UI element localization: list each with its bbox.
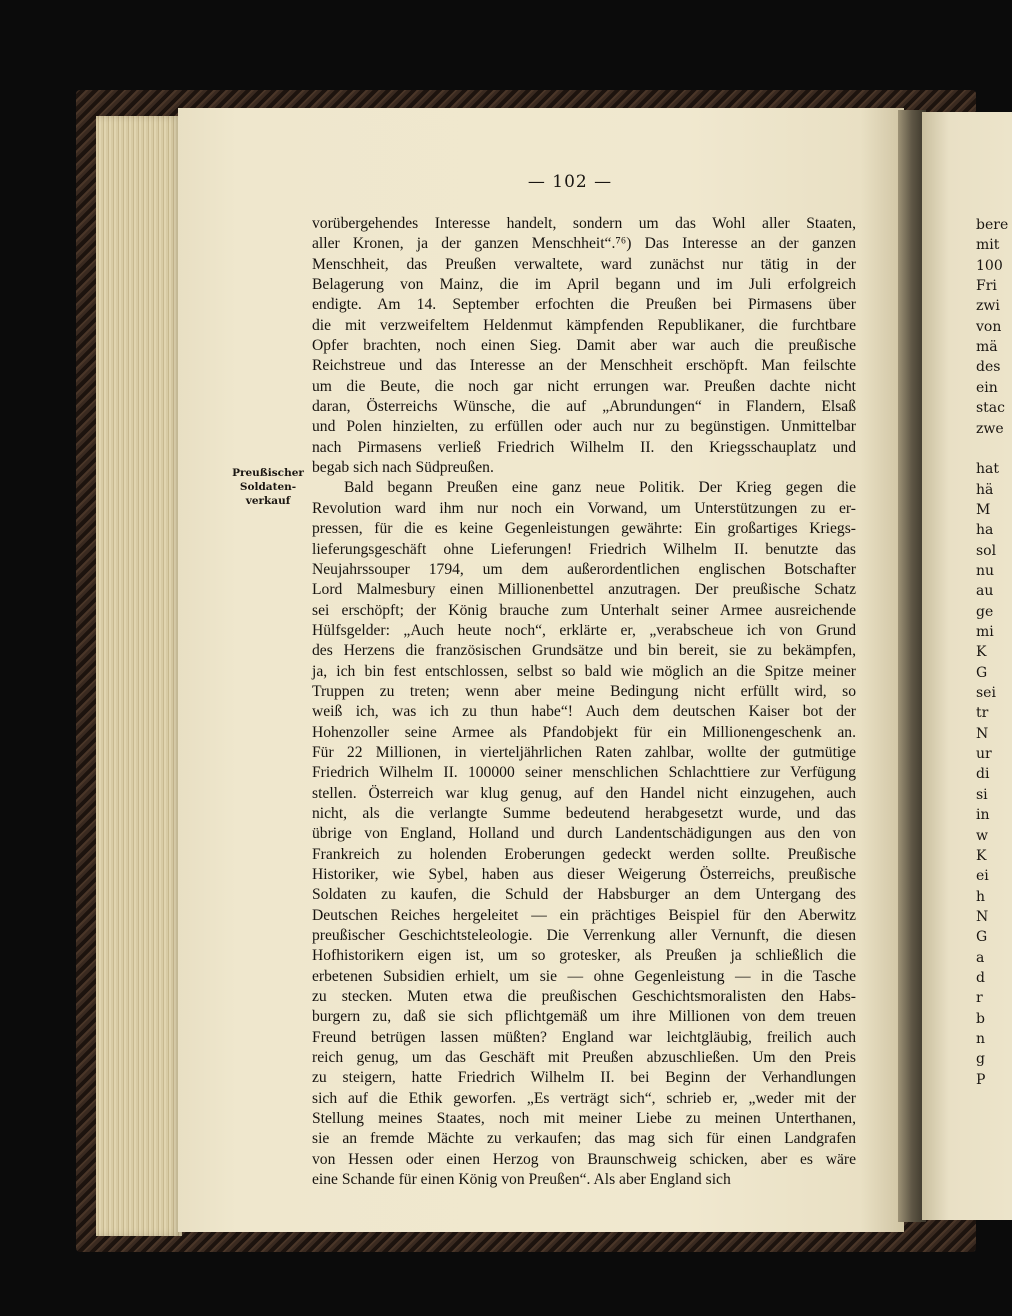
text-line: burgern zu, daß sie sich pflichtgemäß um ihre Millionen von dem treuen [312,1008,856,1026]
text-line: Soldaten zu kaufen, die Schuld der Habsburger an dem Untergang des [312,886,856,904]
text-line: und Polen hinzielten, zu erfüllen oder auch nur zu begünstigen. Unmittelbar [312,418,856,436]
text-line: zu stecken. Muten etwa die preußischen Geschichtsmoralisten den Habs- [312,988,856,1006]
text-line: Historiker, wie Sybel, haben aus dieser Weigerung Österreichs, preußische [312,866,856,883]
next-page-line-fragment: K [976,644,987,661]
next-page-line-fragment: w [976,827,988,844]
margin-note-line: Soldaten- [239,481,297,493]
text-line: Stellung meines Staates, noch mit meiner Liebe zu meinen Unterthanen, [312,1110,856,1128]
text-line: Freund betrügen lassen müßten? England war leichtgläubig, freilich auch [312,1028,856,1046]
text-line: sei erschöpft; der König brauche zum Unterhalt seiner Armee ausreichende [312,601,856,619]
next-page-line-fragment: nu [976,562,995,579]
next-page-line-fragment: n [976,1031,986,1047]
text-line: daran, Österreichs Wünsche, die auf „Abrundungen“ in Flandern, Elsaß [312,398,856,416]
next-page-line-fragment: si [976,786,988,803]
text-line: Belagerung von Mainz, die im April begann und im Juli erfolgreich [312,276,856,294]
next-page-line-fragment: di [976,766,990,783]
next-page-line-fragment: mit [976,237,1000,254]
text-line: Bald begann Preußen eine ganz neue Politik. Der Krieg gegen die [344,479,856,497]
next-page-line-fragment: von [976,318,1002,335]
text-line: Für 22 Millionen, in vierteljährlichen Raten zahlbar, wollte der gutmütige [312,743,856,761]
text-line: eine Schande für einen König von Preußen“. Als aber England sich [312,1171,731,1189]
next-page-line-fragment: mä [976,339,998,356]
text-line: Friedrich Wilhelm II. 100000 seiner menschlichen Schlachttiere zur Verfügung [312,764,856,782]
right-page-fragment [922,112,1012,1220]
text-line: preußischer Geschichtsteleologie. Die Verrenkung aller Vernunft, die diesen [312,927,856,945]
next-page-line-fragment: sei [976,685,996,702]
next-page-line-fragment: K [976,847,987,864]
next-page-line-fragment: ge [976,603,994,620]
next-page-line-fragment: Fri [976,278,997,295]
next-page-line-fragment: h [976,888,986,905]
text-line: von Hessen oder einen Herzog von Braunschweig schicken, aber es wäre [312,1150,856,1168]
next-page-line-fragment: a [976,949,985,966]
next-page-line-fragment: ein [976,379,998,396]
text-line: weiß ich, was ich zu thun habe“! Auch dem deutschen Kaiser bot der [312,703,856,721]
body-text [312,214,856,1191]
text-line: lieferungsgeschäft ohne Lieferungen! Friedrich Wilhelm II. benutzte das [312,540,856,558]
text-line: endigte. Am 14. September erfochten die Preußen bei Pirmasens über [312,296,856,314]
margin-note-line: Preußischer [232,467,304,479]
text-line: Hülfsgelder: „Auch heute noch“, erklärte er, „verabscheue ich von Grund [312,621,856,639]
next-page-line-fragment: tr [976,705,989,722]
next-page-line-fragment: hä [976,481,994,498]
page-number: — 102 — [527,172,613,192]
text-line: reich genug, um das Geschäft mit Preußen abzuschließen. Um den Preis [312,1049,856,1067]
next-page-line-fragment: ur [976,746,992,763]
next-page-line-fragment: 100 [976,257,1003,274]
text-line: des Herzens die französischen Grundsätze und bin bereit, sie zu bekämpfen, [312,642,856,660]
text-line: ja, ich bin fest entschlossen, selbst so bald wie möglich an die Spitze meiner [312,662,856,680]
text-line: nach Pirmasens verließ Friedrich Wilhelm II. den Kriegsschauplatz und [312,438,856,456]
text-line: Neujahrssouper 1794, um dem außerordentlichen englischen Botschafter [312,560,856,578]
next-page-line-fragment: ha [976,522,994,539]
text-line: Hohenzoller seine Armee als Pfandobjekt für ein Millionengeschenk an. [312,723,856,741]
next-page-line-fragment: r [976,990,983,1007]
text-line: Hofhistorikern eigen ist, um so grotesker, als Preußen ja schließlich die [312,947,856,965]
text-line: Deutschen Reiches hergeleitet — ein prächtiges Beispiel für den Aberwitz [312,906,856,924]
text-line: um die Beute, die noch gar nicht errungen war. Preußen dachte nicht [312,377,856,395]
margin-note-line: verkauf [245,495,291,507]
text-line: begab sich nach Südpreußen. [312,459,494,477]
next-page-line-fragment: N [976,725,989,742]
text-line: sie an fremde Mächte zu verkaufen; das mag sich für einen Landgrafen [312,1130,856,1148]
text-line: Menschheit, das Preußen verwaltete, ward zunächst nur tätig in der [312,255,856,273]
next-page-line-fragment: b [976,1010,985,1027]
text-line: aller Kronen, ja der ganzen Menschheit“.⁷⁶) Das Interesse an der ganzen [312,235,856,253]
next-page-line-fragment: M [976,501,991,518]
next-page-line-fragment: d [976,969,985,986]
next-page-line-fragment: bere [976,217,1009,233]
next-page-line-fragment: mi [976,624,994,640]
next-page-line-fragment: G [976,664,988,681]
text-line: erbetenen Subsidien erhielt, um sie — ohne Gegenleistung — in die Tasche [312,967,856,985]
next-page-line-fragment: ei [976,868,989,885]
next-page-line-fragment: au [976,583,994,600]
text-line: die mit verzweifeltem Heldenmut kämpfenden Republikaner, die furchtbare [312,316,856,334]
next-page-line-fragment: P [976,1071,986,1088]
margin-note [228,466,308,508]
next-page-line-fragment: stac [976,400,1005,417]
text-line: Lord Malmesbury einen Millionenbettel anzutragen. Der preußische Schatz [312,581,856,599]
next-page-line-fragment: N [976,908,989,925]
next-page-line-fragment: hat [976,461,999,478]
text-line: stellen. Österreich war klug genug, auf den Handel nicht einzugehen, auch [312,784,856,802]
next-page-line-fragment: g [976,1051,985,1068]
text-line: Frankreich zu holenden Eroberungen gedeckt werden sollte. Preußische [312,845,856,863]
text-line: Reichstreue und das Interesse an der Menschheit erschöpft. Man feilschte [312,357,856,375]
text-line: zu steigern, hatte Friedrich Wilhelm II. bei Beginn der Verhandlungen [312,1069,856,1087]
next-page-line-fragment: zwe [976,420,1004,437]
next-page-line-fragment: sol [976,542,997,559]
text-line: vorübergehendes Interesse handelt, sondern um das Wohl aller Staaten, [312,215,856,232]
text-line: Opfer brachten, noch einen Sieg. Damit aber war auch die preußische [312,337,856,355]
text-line: Revolution ward ihm nur noch ein Vorwand, um Unterstützungen zu er- [312,499,856,517]
text-line: pressen, für die es keine Gegenleistungen gewährte: Ein großartiges Kriegs- [312,520,856,538]
next-page-line-fragment: zwi [976,298,1000,315]
text-line: Truppen zu treten; wenn aber meine Bedingung nicht erfüllt wird, so [312,682,856,700]
text-line: nicht, als die verlangte Summe bedeutend herabgesetzt wurde, und das [312,804,856,822]
next-page-line-fragment: des [976,359,1001,376]
next-page-line-fragment: G [976,929,988,946]
text-line: sich auf die Ethik geworfen. „Es verträgt sich“, schrieb er, „weder mit der [312,1089,856,1107]
text-line: übrige von England, Holland und durch Landentschädigungen aus den von [312,825,856,843]
next-page-line-fragment: in [976,807,990,824]
page-edges [96,116,182,1236]
